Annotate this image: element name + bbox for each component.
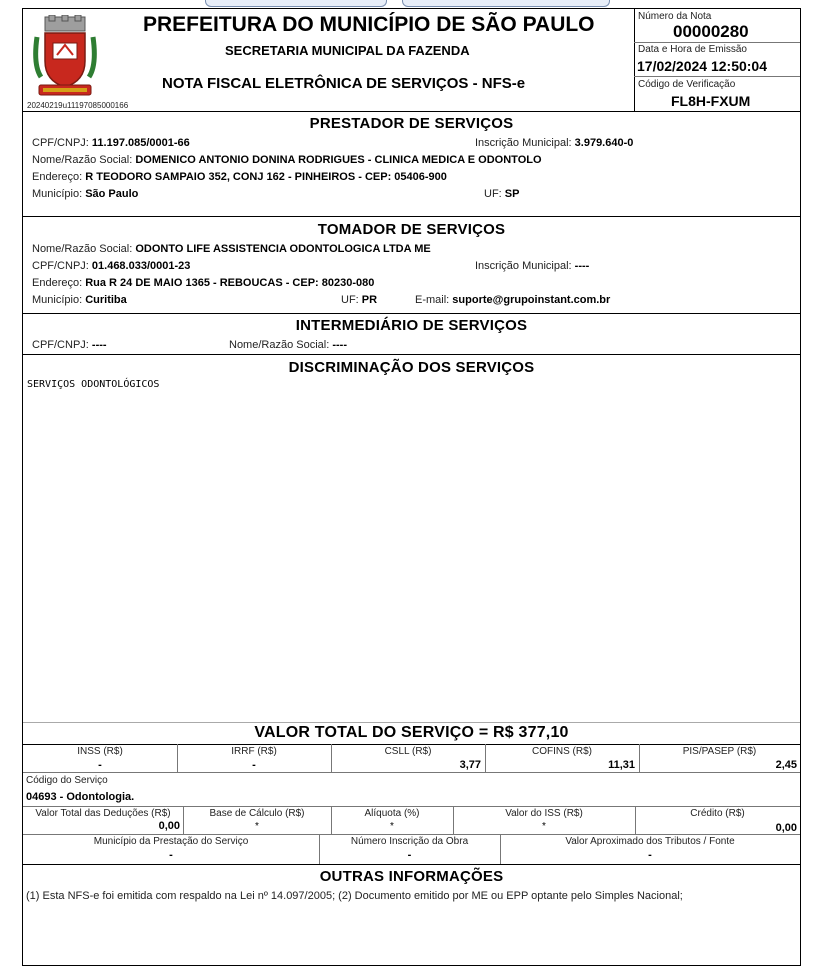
prestador-endereco: Endereço: R TEODORO SAMPAIO 352, CONJ 162 - PINHEIROS - CEP: 05406-900 <box>32 171 447 183</box>
header-divider <box>634 9 635 111</box>
city-crest-icon <box>31 15 99 101</box>
prestador-inscricao-municipal: Inscrição Municipal: 3.979.640-0 <box>475 137 634 149</box>
divider <box>634 76 800 77</box>
section-divider <box>23 834 800 835</box>
numero-nota-value: 00000280 <box>673 22 749 41</box>
prestador-municipio: Município: São Paulo <box>32 188 139 200</box>
prestador-nome: Nome/Razão Social: DOMENICO ANTONIO DONINA RODRIGUES - CLINICA MEDICA E ODONTOLO <box>32 154 542 166</box>
intermediario-section-title: INTERMEDIÁRIO DE SERVIÇOS <box>295 317 528 334</box>
codigo-servico-label: Código do Serviço <box>26 775 108 786</box>
irrf-label: IRRF (R$) <box>231 746 277 757</box>
irrf-value: - <box>252 759 256 771</box>
inscricao-obra-value: - <box>407 849 412 861</box>
intermediario-cnpj: CPF/CNPJ: ---- <box>32 339 107 351</box>
numero-nota-label: Número da Nota <box>638 11 712 22</box>
tributos-fonte-value: - <box>648 849 652 861</box>
cofins-label: COFINS (R$) <box>532 746 592 757</box>
page-subtitle: SECRETARIA MUNICIPAL DA FAZENDA <box>225 43 470 58</box>
credito-label: Crédito (R$) <box>690 808 745 819</box>
section-divider <box>23 744 800 745</box>
tomador-section-title: TOMADOR DE SERVIÇOS <box>317 221 506 238</box>
tributos-fonte-label: Valor Aproximado dos Tributos / Fonte <box>565 836 735 847</box>
inss-value: - <box>98 759 102 771</box>
section-divider <box>23 111 800 112</box>
toolbar-button-left[interactable] <box>205 0 387 7</box>
tomador-email: E-mail: suporte@grupoinstant.com.br <box>415 294 611 306</box>
municipio-prestacao-value: - <box>169 849 173 861</box>
pis-value: 2,45 <box>775 759 797 771</box>
codigo-servico-value: 04693 - Odontologia. <box>26 791 135 803</box>
deducoes-value: 0,00 <box>158 820 180 832</box>
cofins-value: 11,31 <box>608 759 635 771</box>
valor-iss-value: * <box>542 821 546 832</box>
municipio-prestacao-label: Município da Prestação do Serviço <box>93 836 249 847</box>
divider <box>634 42 800 43</box>
aliquota-label: Alíquota (%) <box>364 808 420 819</box>
section-divider <box>23 722 800 723</box>
section-divider <box>23 313 800 314</box>
codigo-verificacao-value: FL8H-FXUM <box>671 93 751 109</box>
document-type: NOTA FISCAL ELETRÔNICA DE SERVIÇOS - NFS-e <box>162 75 526 92</box>
pis-label: PIS/PASEP (R$) <box>682 746 757 757</box>
data-emissao-label: Data e Hora de Emissão <box>638 44 747 55</box>
section-divider <box>23 864 800 865</box>
barcode-text: 20240219u11197085000166 <box>27 101 129 110</box>
deducoes-label: Valor Total das Deduções (R$) <box>35 808 171 819</box>
prestador-cnpj: CPF/CNPJ: 11.197.085/0001-66 <box>32 137 190 149</box>
tomador-uf: UF: PR <box>341 294 378 306</box>
credito-value: 0,00 <box>775 822 797 834</box>
data-emissao-value: 17/02/2024 12:50:04 <box>637 58 767 74</box>
tomador-nome: Nome/Razão Social: ODONTO LIFE ASSISTENCIA ODONTOLOGICA LTDA ME <box>32 243 431 255</box>
valor-total: VALOR TOTAL DO SERVIÇO = R$ 377,10 <box>254 724 569 741</box>
inss-label: INSS (R$) <box>77 746 123 757</box>
tomador-municipio: Município: Curitiba <box>32 294 127 306</box>
csll-value: 3,77 <box>459 759 481 771</box>
discriminacao-text: SERVIÇOS ODONTOLÓGICOS <box>27 379 160 390</box>
outras-informacoes-title: OUTRAS INFORMAÇÕES <box>319 868 504 885</box>
inscricao-obra-label: Número Inscrição da Obra <box>350 836 469 847</box>
section-divider <box>23 216 800 217</box>
toolbar-button-right[interactable] <box>402 0 610 7</box>
section-divider <box>23 806 800 807</box>
outras-informacoes-text: (1) Esta NFS-e foi emitida com respaldo na Lei nº 14.097/2005; (2) Documento emitido por ME ou EPP optante pelo Simples Nacional; <box>26 890 683 902</box>
tomador-endereco: Endereço: Rua R 24 DE MAIO 1365 - REBOUCAS - CEP: 80230-080 <box>32 277 375 289</box>
base-calculo-label: Base de Cálculo (R$) <box>209 808 305 819</box>
aliquota-value: * <box>390 821 394 832</box>
csll-label: CSLL (R$) <box>384 746 432 757</box>
base-calculo-value: * <box>255 821 259 832</box>
valor-iss-label: Valor do ISS (R$) <box>505 808 583 819</box>
discriminacao-section-title: DISCRIMINAÇÃO DOS SERVIÇOS <box>288 359 535 376</box>
tomador-inscricao-municipal: Inscrição Municipal: ---- <box>475 260 590 272</box>
prestador-uf: UF: SP <box>484 188 520 200</box>
codigo-verificacao-label: Código de Verificação <box>638 79 736 90</box>
intermediario-nome: Nome/Razão Social: ---- <box>229 339 347 351</box>
prestador-section-title: PRESTADOR DE SERVIÇOS <box>309 115 514 132</box>
nfse-document <box>22 8 801 966</box>
tomador-cnpj: CPF/CNPJ: 01.468.033/0001-23 <box>32 260 191 272</box>
section-divider <box>23 354 800 355</box>
section-divider <box>23 772 800 773</box>
page-title: PREFEITURA DO MUNICÍPIO DE SÃO PAULO <box>143 13 595 36</box>
